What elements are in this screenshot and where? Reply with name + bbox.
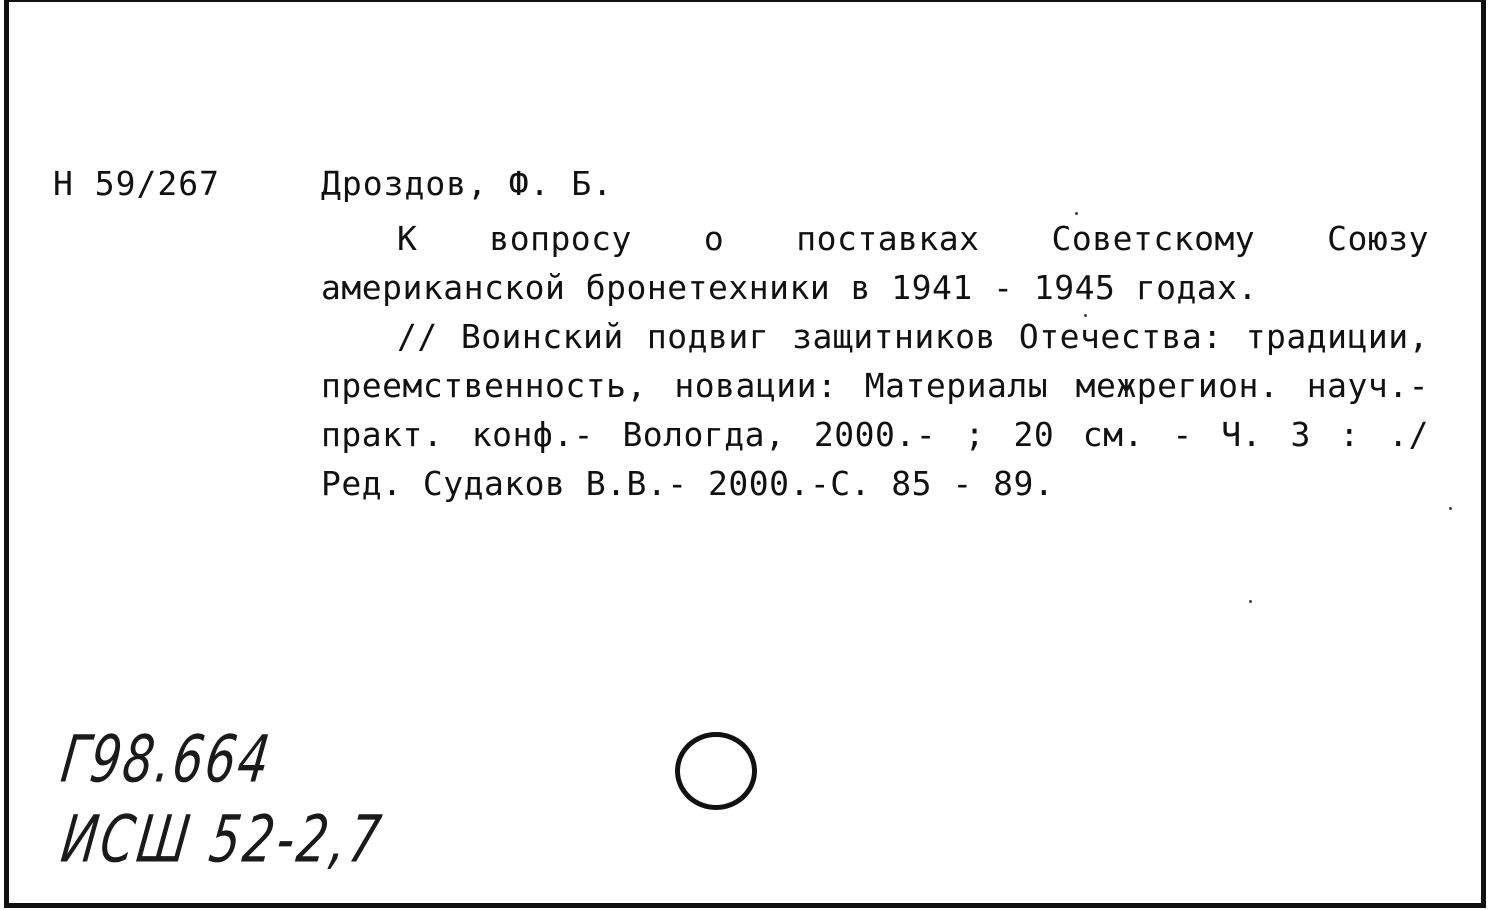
handwritten-code: ИСШ 52-2,7 (57, 802, 388, 878)
punch-hole (675, 732, 757, 810)
catalog-card (4, 0, 1486, 908)
handwritten-classification: Г98.664 (57, 722, 276, 798)
source-paragraph: // Воинский подвиг защитников Отечества: традиции, преемственность, новации: Материалы межрегион. науч.- практ. конф.- Вологда, 2000.- ; 20 см. - Ч. 3 : ./ Ред. Судаков В.В.- 2000.-С. 85 - 89. (321, 317, 1429, 503)
title-paragraph: К вопросу о поставках Советскому Союзу американской бронетехники в 1941 - 1945 годах. (321, 219, 1429, 307)
scan-speck (1449, 507, 1452, 510)
bibliographic-description (321, 214, 1429, 508)
scan-speck (1084, 314, 1087, 317)
scan-speck (1249, 600, 1252, 603)
author-heading: Дроздов, Ф. Б. (321, 164, 614, 203)
shelfmark: Н 59/267 (53, 164, 220, 203)
scan-speck (1075, 212, 1078, 215)
